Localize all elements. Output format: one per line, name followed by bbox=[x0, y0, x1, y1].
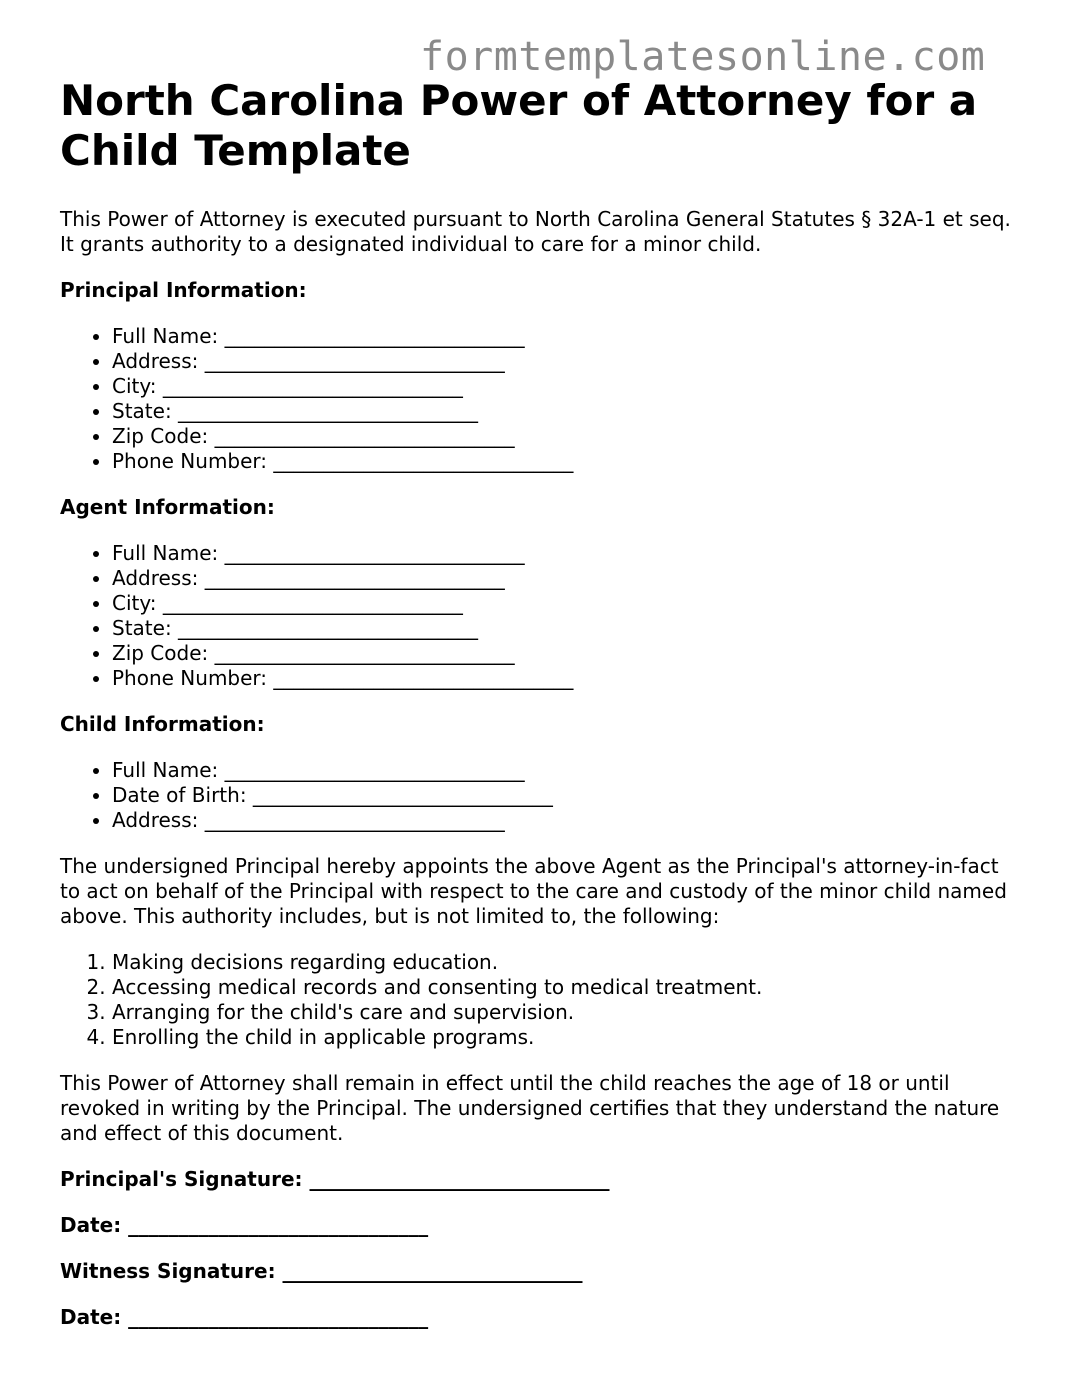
agent-state-field: • State: ______________________________ bbox=[112, 616, 1020, 641]
witness-signature-line: Witness Signature: ______________________________ bbox=[60, 1259, 583, 1283]
agent-city-field: • City: ______________________________ bbox=[112, 591, 1020, 616]
principal-address-field: • Address: ______________________________ bbox=[112, 349, 1020, 374]
document-title: North Carolina Power of Attorney for a Child Template bbox=[60, 76, 978, 175]
principal-city-field: • City: ______________________________ bbox=[112, 374, 1020, 399]
principal-zip-field: • Zip Code: ______________________________ bbox=[112, 424, 1020, 449]
child-address-field: • Address: ______________________________ bbox=[112, 808, 1020, 833]
intro-paragraph: This Power of Attorney is executed pursuant to North Carolina General Statutes § 32A-1 et seq. It grants authority to a designated individual to care for a minor child. bbox=[60, 207, 1011, 256]
agent-fields-list bbox=[60, 541, 1020, 691]
principal-date-line: Date: ______________________________ bbox=[60, 1213, 429, 1237]
principal-signature-line: Principal's Signature: ______________________________ bbox=[60, 1167, 610, 1191]
principal-phone-field: • Phone Number: ______________________________ bbox=[112, 449, 1020, 474]
witness-date-line: Date: ______________________________ bbox=[60, 1305, 429, 1329]
agent-section-heading: Agent Information: bbox=[60, 495, 275, 519]
child-fields-list bbox=[60, 758, 1020, 833]
principal-fields-list bbox=[60, 324, 1020, 474]
agent-zip-field: • Zip Code: ______________________________ bbox=[112, 641, 1020, 666]
power-item-medical: 2. Accessing medical records and consenting to medical treatment. bbox=[112, 975, 1020, 1000]
agent-address-field: • Address: ______________________________ bbox=[112, 566, 1020, 591]
child-dob-field: • Date of Birth: ______________________________ bbox=[112, 783, 1020, 808]
child-full-name-field: • Full Name: ______________________________ bbox=[112, 758, 1020, 783]
principal-full-name-field: • Full Name: ______________________________ bbox=[112, 324, 1020, 349]
child-section-heading: Child Information: bbox=[60, 712, 265, 736]
power-item-education: 1. Making decisions regarding education. bbox=[112, 950, 1020, 975]
duration-paragraph: This Power of Attorney shall remain in effect until the child reaches the age of 18 or until revoked in writing by the Principal. The undersigned certifies that they understand the nature and effect of this document. bbox=[60, 1071, 1000, 1145]
principal-state-field: • State: ______________________________ bbox=[112, 399, 1020, 424]
document-body bbox=[60, 76, 1020, 1351]
power-item-care: 3. Arranging for the child's care and supervision. bbox=[112, 1000, 1020, 1025]
principal-section-heading: Principal Information: bbox=[60, 278, 307, 302]
power-item-programs: 4. Enrolling the child in applicable programs. bbox=[112, 1025, 1020, 1050]
watermark: formtemplatesonline.com bbox=[420, 34, 986, 80]
appointment-paragraph: The undersigned Principal hereby appoints the above Agent as the Principal's attorney-in-fact to act on behalf of the Principal with respect to the care and custody of the minor child named above. This authority includes, but is not limited to, the following: bbox=[60, 854, 1007, 928]
agent-phone-field: • Phone Number: ______________________________ bbox=[112, 666, 1020, 691]
agent-full-name-field: • Full Name: ______________________________ bbox=[112, 541, 1020, 566]
powers-list bbox=[60, 950, 1020, 1050]
